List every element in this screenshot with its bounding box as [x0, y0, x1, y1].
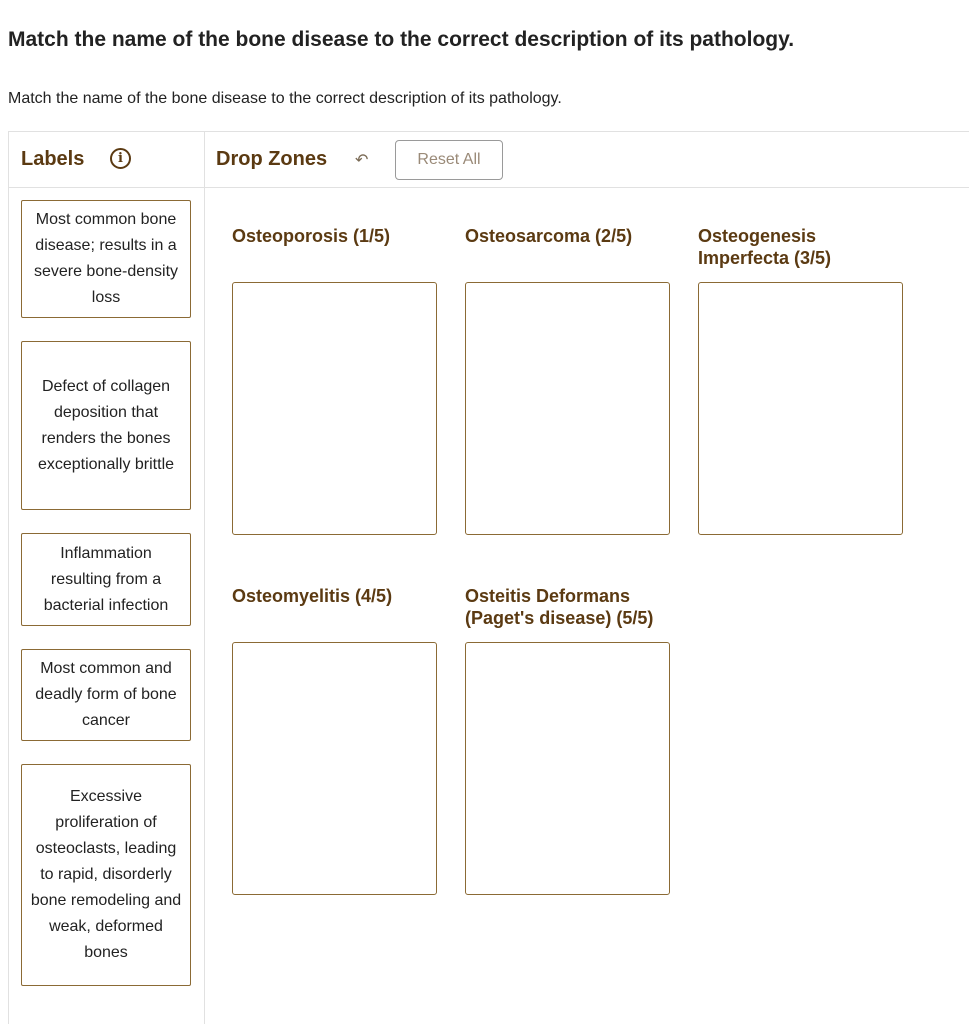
- label-card-text: Inflammation resulting from a bacterial infection: [43, 544, 169, 614]
- page-title: Match the name of the bone disease to the correct description of its pathology.: [8, 28, 795, 51]
- label-card-text: Most common bone disease; results in a severe bone-density loss: [33, 211, 179, 306]
- label-card-text: Excessive proliferation of osteoclasts, leading to rapid, disorderly bone remodeling and weak, deformed bones: [30, 788, 182, 961]
- column-divider: [204, 131, 205, 1024]
- instructions: Match the name of the bone disease to the correct description of its pathology.: [8, 90, 562, 107]
- drop-zone-osteoporosis[interactable]: [232, 282, 437, 535]
- label-card-osteoporosis-description[interactable]: [21, 200, 191, 318]
- drop-zones-title: Drop Zones: [216, 148, 328, 170]
- label-card-text: Defect of collagen deposition that renders the bones exceptionally brittle: [37, 377, 175, 473]
- label-card-bone-cancer-description[interactable]: [21, 649, 191, 741]
- reset-all-button[interactable]: Reset All: [395, 140, 503, 180]
- zone-label-osteosarcoma: Osteosarcoma (2/5): [465, 226, 633, 246]
- drop-zone-osteomyelitis[interactable]: [232, 642, 437, 895]
- label-card-osteoclast-description[interactable]: [21, 764, 191, 986]
- zone-label-osteomyelitis: Osteomyelitis (4/5): [232, 586, 393, 606]
- drop-zone-osteosarcoma[interactable]: [465, 282, 670, 535]
- drop-zone-osteogenesis-imperfecta[interactable]: [698, 282, 903, 535]
- label-card-infection-description[interactable]: [21, 533, 191, 626]
- label-card-text: Most common and deadly form of bone cancer: [35, 660, 177, 729]
- undo-icon[interactable]: ↶: [355, 152, 369, 169]
- header-divider: [8, 187, 969, 188]
- zone-label-osteitis-deformans: Osteitis Deformans (Paget's disease) (5/5): [465, 586, 654, 628]
- info-icon[interactable]: i: [110, 148, 131, 169]
- labels-title: Labels: [21, 148, 85, 170]
- zone-label-osteoporosis: Osteoporosis (1/5): [232, 226, 391, 246]
- zone-label-osteogenesis-imperfecta: Osteogenesis Imperfecta (3/5): [698, 226, 832, 268]
- drop-zone-osteitis-deformans[interactable]: [465, 642, 670, 895]
- label-card-collagen-description[interactable]: [21, 341, 191, 510]
